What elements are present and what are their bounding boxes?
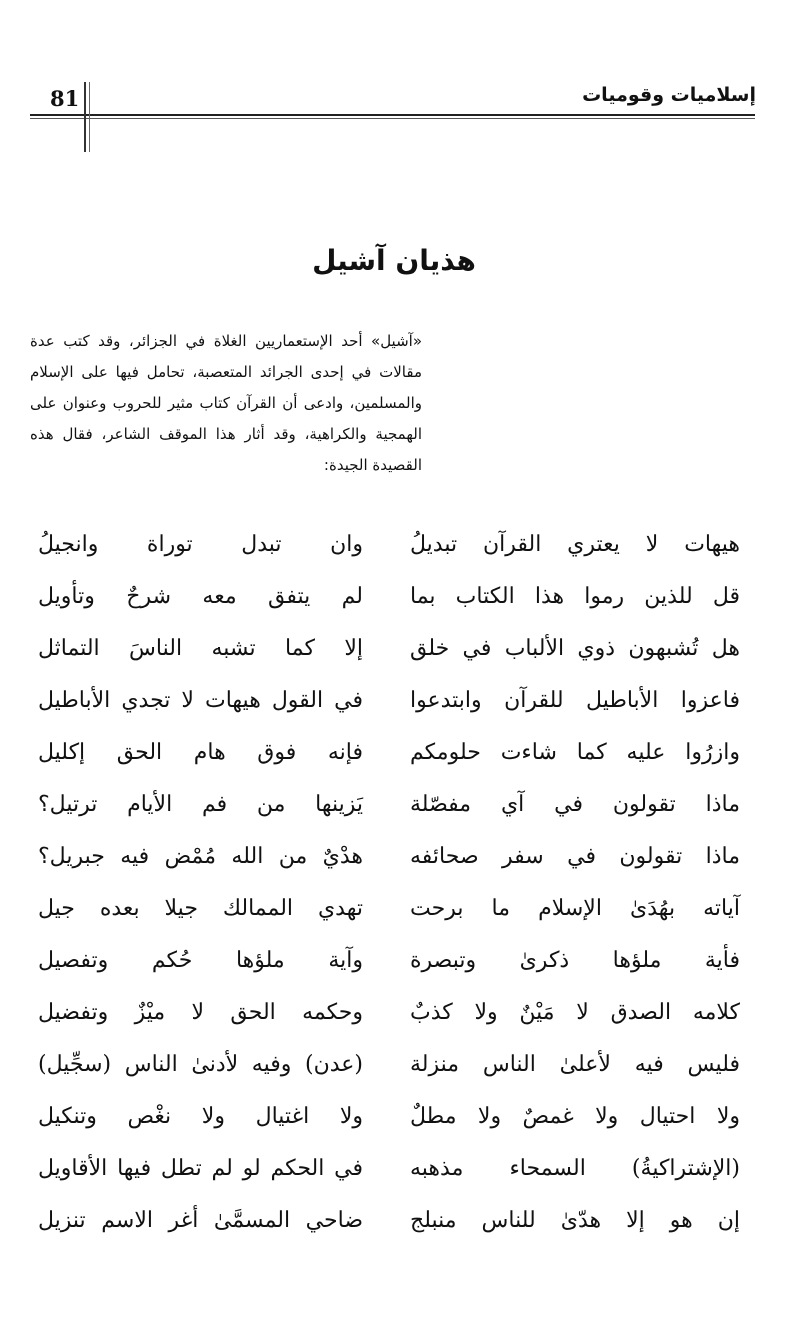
header-vertical-rule-thin [89, 82, 90, 152]
verse-second-hemistich: في القول هيهات لا تجدي الأباطيل [38, 688, 363, 713]
verse-row [30, 1196, 740, 1246]
verse-second-hemistich: يَزينها من فم الأيام ترتيل؟ [38, 792, 363, 817]
verse-second-hemistich: فإنه فوق هام الحق إكليل [38, 740, 363, 765]
intro-note: «آشيل» أحد الإستعماريين الغلاة في الجزائر، وقد كتب عدة مقالات في إحدى الجرائد المتعصبة، تحامل فيها على الإسلام والمسلمين، وادعى أن القرآن كتاب مثير للحروب وعنوان على الهمجية والكراهية، وقد أثار هذا الموقف الشاعر، فقال هذه القصيدة الجيدة: [30, 332, 422, 474]
verse-second-hemistich: هدْيٌ من الله مُمْض فيه جبريل؟ [38, 844, 363, 869]
verse-row [30, 832, 740, 882]
verse-first-hemistich: فاعزوا الأباطيل للقرآن وابتدعوا [410, 688, 740, 713]
verse-first-hemistich: ولا احتيال ولا غمصٌ ولا مطلٌ [410, 1104, 740, 1129]
header-rule-thin [30, 118, 755, 119]
verse-second-hemistich: في الحكم لو لم تطل فيها الأقاويل [38, 1156, 363, 1181]
verse-row [30, 728, 740, 778]
verse-first-hemistich: كلامه الصدق لا مَيْنٌ ولا كذبٌ [410, 1000, 740, 1025]
verse-first-hemistich: فليس فيه لأعلىٰ الناس منزلة [410, 1052, 740, 1077]
verse-row [30, 1144, 740, 1194]
verse-row [30, 520, 740, 570]
verse-first-hemistich: آياته بهُدَىٰ الإسلام ما برحت [410, 896, 740, 921]
page-number: 81 [50, 86, 80, 111]
verse-second-hemistich: وان تبدل توراة وانجيلُ [38, 532, 363, 557]
verse-row [30, 572, 740, 622]
verse-second-hemistich: وحكمه الحق لا ميْزٌ وتفضيل [38, 1000, 363, 1025]
header-vertical-rule [84, 82, 86, 152]
verse-row [30, 1040, 740, 1090]
verse-row [30, 676, 740, 726]
verse-row [30, 624, 740, 674]
verse-second-hemistich: وآية ملؤها حُكم وتفصيل [38, 948, 363, 973]
verse-second-hemistich: تهدي الممالك جيلا بعده جيل [38, 896, 363, 921]
verse-first-hemistich: فأية ملؤها ذكرىٰ وتبصرة [410, 948, 740, 973]
poem-title: هذيان آشيل [312, 244, 476, 277]
verse-first-hemistich: ماذا تقولون في سفر صحائفه [410, 844, 740, 869]
header-rule [30, 114, 755, 116]
poem-verses [30, 520, 740, 1240]
running-title: إسلاميات وقوميات [582, 84, 756, 106]
verse-first-hemistich: ماذا تقولون في آي مفصّلة [410, 792, 740, 817]
running-header [30, 78, 756, 118]
verse-first-hemistich: (الإشتراكيةُ) السمحاء مذهبه [410, 1156, 740, 1181]
verse-second-hemistich: ضاحي المسمَّىٰ أغر الاسم تنزيل [38, 1208, 363, 1233]
verse-first-hemistich: قل للذين رموا هذا الكتاب بما [410, 584, 740, 609]
verse-second-hemistich: ولا اغتيال ولا نغْص وتنكيل [38, 1104, 363, 1129]
verse-first-hemistich: هل تُشبهون ذوي الألباب في خلق [410, 636, 740, 661]
verse-first-hemistich: إن هو إلا هدّىٰ للناس منبلج [410, 1208, 740, 1233]
verse-second-hemistich: (عدن) وفيه لأدنىٰ الناس (سجِّيل) [38, 1052, 363, 1077]
verse-first-hemistich: هيهات لا يعتري القرآن تبديلُ [410, 532, 740, 557]
verse-second-hemistich: إلا كما تشبه الناسَ التماثل [38, 636, 363, 661]
verse-row [30, 1092, 740, 1142]
verse-first-hemistich: وازرُوا عليه كما شاءت حلومكم [410, 740, 740, 765]
verse-second-hemistich: لم يتفق معه شرحٌ وتأويل [38, 584, 363, 609]
verse-row [30, 780, 740, 830]
verse-row [30, 884, 740, 934]
poem-title-block [0, 244, 788, 277]
verse-row [30, 936, 740, 986]
verse-row [30, 988, 740, 1038]
